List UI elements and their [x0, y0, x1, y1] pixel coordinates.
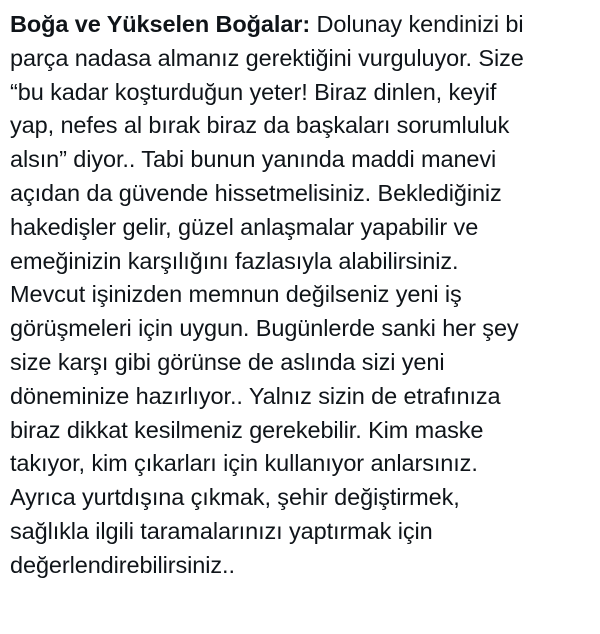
post-line: yap, nefes al bırak biraz da başkaları sorumluluk [10, 112, 510, 139]
post-line: değerlendirebilirsiniz.. [10, 551, 235, 578]
post-line: Mevcut işinizden memnun değilseniz yeni iş [10, 281, 462, 308]
post-line: biraz dikkat kesilmeniz gerekebilir. Kim maske [10, 416, 484, 443]
post-line-1 [10, 8, 596, 42]
post-line: hakedişler gelir, güzel anlaşmalar yapabilir ve [10, 213, 479, 240]
post-line: “bu kadar koşturduğun yeter! Biraz dinlen, keyif [10, 78, 497, 105]
post-heading: Boğa ve Yükselen Boğalar: [10, 11, 311, 37]
post-line: döneminize hazırlıyor.. Yalnız sizin de etrafınıza [10, 382, 501, 409]
post-line: emeğinizin karşılığını fazlasıyla alabilirsiniz. [10, 247, 459, 274]
post-text [10, 8, 596, 583]
post-line: Ayrıca yurtdışına çıkmak, şehir değiştirmek, [10, 484, 460, 511]
post-line: sağlıkla ilgili taramalarınızı yaptırmak için [10, 517, 433, 544]
post-line: parça nadasa almanız gerektiğini vurguluyor. Size [10, 44, 524, 71]
post-line: görüşmeleri için uygun. Bugünlerde sanki her şey [10, 315, 519, 342]
post-line: alsın” diyor.. Tabi bunun yanında maddi manevi [10, 146, 497, 173]
post-line-1-text: Dolunay kendinizi bi [310, 11, 524, 37]
post-line: açıdan da güvende hissetmelisiniz. Beklediğiniz [10, 179, 502, 206]
post-line: size karşı gibi görünse de aslında sizi yeni [10, 348, 445, 375]
post-line: takıyor, kim çıkarları için kullanıyor anlarsınız. [10, 450, 478, 477]
